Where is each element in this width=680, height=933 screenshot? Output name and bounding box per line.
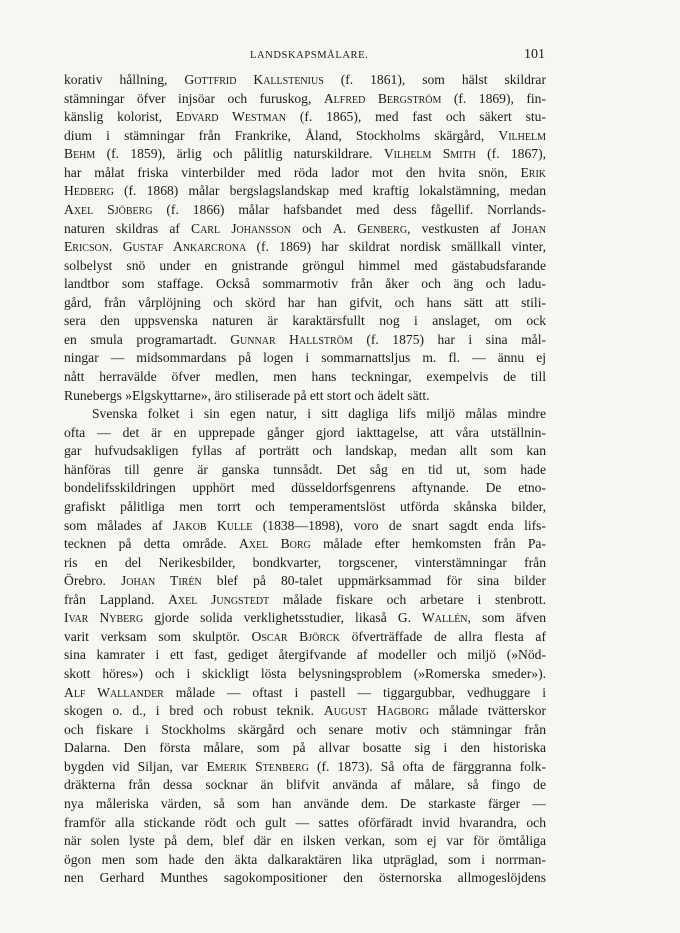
text-segment: nen Gerhard Munthes sagokompositioner den östernorska allmogeslöjdens (64, 870, 546, 886)
text-segment: nya måleriska värden, så som han använde dem. De starkaste färger — (64, 795, 546, 811)
text-segment: nått herravälde öfver medlen, men hans teckningar, exempelvis de till (64, 369, 546, 384)
text-line (64, 702, 546, 721)
text-segment: ofta — det är en upprepade gånger gjord iakttagelse, att våra utställnin- (64, 424, 546, 440)
text-line (64, 461, 546, 480)
text-segment: (f. 1873). Så ofta de färggranna folk- (308, 758, 546, 774)
page-number: 101 (524, 47, 545, 62)
text-line (64, 554, 546, 573)
text-line (64, 71, 546, 90)
person-name: Jakob Kulle (172, 517, 253, 533)
text-segment: naturen skildras af (64, 220, 192, 236)
text-segment: ögon men som hade den äkta dalkaraktären lika utpräglad, som i norrman- (64, 851, 546, 867)
text-segment: bondelifsskildringen upphört med düsseldorfsgenrens aftynande. De etno- (64, 480, 546, 496)
text-line (64, 424, 546, 443)
person-name: Axel Jungstedt (168, 591, 270, 607)
text-segment: Dalarna. Den första målare, som på allvar bosatte sig i den historiska (64, 740, 546, 756)
text-line (64, 572, 546, 591)
text-segment: (f. 1869) har skildrat nordisk smällkall vinter, (246, 239, 546, 255)
person-name: Ivar Nyberg (64, 610, 144, 626)
text-segment: korativ hållning, (64, 72, 185, 87)
text-line (64, 257, 546, 276)
text-line (64, 387, 546, 406)
person-name: Johan (511, 220, 546, 236)
person-name: Vilhelm (498, 127, 546, 143)
text-line (64, 275, 546, 294)
person-name: Carl Johansson (191, 220, 291, 236)
person-name: G. Wallén (397, 610, 468, 626)
text-line (64, 220, 546, 239)
text-segment: (f. 1866) målar hafsbandet med dess fågellif. Norrlands- (152, 201, 546, 217)
person-name: Axel Borg (238, 536, 311, 552)
text-line (64, 609, 546, 628)
text-segment: framför alla stickande rödt och gult — sattes oförfäradt invid hvarandra, och (64, 814, 546, 830)
body-text (64, 71, 546, 888)
text-segment: bygden vid Siljan, var (64, 758, 207, 774)
text-segment: från Lappland. (64, 591, 169, 607)
text-line (64, 108, 546, 127)
text-line (64, 814, 546, 833)
text-line (64, 368, 546, 387)
text-line (64, 665, 546, 684)
text-segment: dium i stämningar från Frankrike, Åland, Stockholms skärgård, (64, 127, 499, 143)
text-segment: landtbor som staffage. Också sommarmotiv från åker och äng och ladu- (64, 276, 546, 292)
person-name: Edvard Westman (175, 109, 287, 125)
text-segment: har målat friska vinterbilder med röda lador mot den hvita snön, (64, 164, 521, 180)
text-segment: (f. 1865), med fast och säkert stu- (286, 109, 546, 125)
text-segment: gård, från vårplöjning och skörd har han gifvit, och hans sätt att stili- (64, 294, 546, 310)
person-name: Alf Wallander (64, 684, 164, 700)
person-name: Axel Sjöberg (64, 201, 153, 217)
person-name: Johan Tirén (121, 573, 202, 589)
text-line (64, 145, 546, 164)
text-segment: Svenska folket i sin egen natur, i sitt dagliga lifs miljö målas mindre (92, 406, 546, 422)
text-segment: skott höres») och i skickligt lösta belysningsproblem (»Romerska smeder»). (64, 666, 546, 681)
text-line (64, 795, 546, 814)
text-segment: , vestkusten af (407, 220, 512, 236)
text-segment: målade fiskare och arbetare i stenbrott. (269, 591, 546, 607)
text-segment: en smula programartadt. (64, 331, 231, 347)
text-segment: blef på 80-talet uppmärksammad för sina bilder (201, 573, 546, 589)
text-line (64, 739, 546, 758)
text-segment: målade — oftast i pastell — tiggargubbar, vedhuggare i (163, 684, 546, 700)
text-segment: (1838—1898), voro de snart sagdt enda lifs- (252, 517, 546, 533)
text-segment: ningar — midsommardans på logen i sommarnattsljus m. fl. — ännu ej (64, 350, 546, 366)
text-line (64, 851, 546, 870)
text-segment: och (290, 220, 333, 236)
text-segment: Runebergs »Elgskyttarne», äro stiliserade på ett stort och ädelt sätt. (64, 387, 430, 403)
person-name: Gustaf Ankarcrona (122, 239, 247, 255)
text-line (64, 442, 546, 461)
text-line (64, 776, 546, 795)
text-segment: (f. 1867), (475, 146, 546, 162)
page-header (0, 47, 680, 66)
text-segment: när solen lyste på dem, blef där en ilsken verkan, som ej var för ömtåliga (64, 833, 546, 849)
text-segment: dräkterna från dessa socknar än blifvit använda af målare, så fingo de (64, 777, 546, 793)
text-line (64, 182, 546, 201)
text-line (64, 646, 546, 665)
text-segment: som målades af (64, 517, 173, 533)
text-line (64, 312, 546, 331)
person-name: Gunnar Hallström (230, 331, 353, 347)
text-segment: (f. 1875) har i sina mål- (352, 331, 546, 347)
text-segment: sera den uppsvenska naturen är karaktärsfullt nog i anslaget, om ock (64, 313, 546, 329)
text-segment: varit verksam som skulptör. (64, 628, 252, 644)
text-line (64, 684, 546, 703)
text-line (64, 349, 546, 368)
text-line (64, 90, 546, 109)
running-head: LANDSKAPSMÅLARE. (250, 50, 369, 61)
text-line (64, 517, 546, 536)
text-line (64, 758, 546, 777)
text-segment: tecknen på detta område. (64, 536, 239, 552)
text-segment: och fiskare i Stockholms skärgård och senare motiv och stämningar från (64, 721, 546, 737)
text-segment: hänföras till genre är ganska tunnsådt. Det såg en tid ut, som hade (64, 461, 546, 477)
person-name: Vilhelm Smith (383, 146, 476, 162)
text-line (64, 238, 546, 257)
text-line (64, 628, 546, 647)
text-segment: grafiskt pålitliga men torrt och temperamentslöst utförda skånska bilder, (64, 498, 546, 514)
text-segment: ris en del Nerikesbilder, bondkvarter, torgscener, vinterstämningar från (64, 554, 546, 570)
text-segment: (f. 1868) målar bergslagslandskap med kraftig lokalstämning, medan (113, 183, 546, 199)
text-segment: , som äfven (467, 610, 546, 626)
text-segment: (f. 1869), fin- (441, 90, 546, 106)
text-line (64, 127, 546, 146)
text-line (64, 164, 546, 183)
text-segment: skogen o. d., i bred och robust teknik. (64, 703, 324, 719)
text-line (64, 535, 546, 554)
text-line (64, 869, 546, 888)
text-line (64, 294, 546, 313)
person-name: Hedberg (64, 183, 114, 199)
text-line (64, 832, 546, 851)
person-name: August Hagborg (323, 703, 429, 719)
person-name: Emerik Stenberg (206, 758, 309, 774)
text-segment: målade tvätterskor (428, 703, 546, 719)
text-segment: (f. 1859), ärlig och pålitlig naturskildrare. (95, 146, 384, 162)
person-name: Oscar Björck (251, 628, 340, 644)
person-name: Erik (520, 164, 546, 180)
text-line (64, 591, 546, 610)
text-segment: stämningar öfver injsöar och furuskog, (64, 90, 324, 106)
text-segment: gjorde solida verklighetsstudier, likaså (143, 610, 398, 626)
text-segment: (f. 1861), som hälst skildrar (323, 72, 546, 87)
text-segment: målade efter hemkomsten från Pa- (310, 536, 546, 552)
text-segment: . (108, 239, 123, 255)
person-name: Gottfrid Kallstenius (184, 72, 324, 87)
text-segment: känslig kolorist, (64, 109, 176, 125)
text-segment: gar hufvudsakligen fyllas af porträtt och landskap, medan allt som kan (64, 443, 546, 459)
person-name: Ericson (64, 239, 109, 255)
text-segment: öfverträffade de allra flesta af (339, 628, 546, 644)
person-name: A. Genberg (332, 220, 408, 236)
person-name: Behm (64, 146, 96, 162)
text-segment: Örebro. (64, 573, 122, 589)
text-segment: solbelyst snö under en gnistrande gröngul himmel med gästabudsfarande (64, 257, 546, 273)
text-line (64, 405, 546, 424)
text-line (64, 201, 546, 220)
text-line (64, 721, 546, 740)
text-segment: sina kamrater i ett fast, gediget återgifvande af modeller och miljö (»Nöd- (64, 647, 546, 663)
text-line (64, 331, 546, 350)
text-line (64, 479, 546, 498)
person-name: Alfred Bergström (323, 90, 442, 106)
text-line (64, 498, 546, 517)
